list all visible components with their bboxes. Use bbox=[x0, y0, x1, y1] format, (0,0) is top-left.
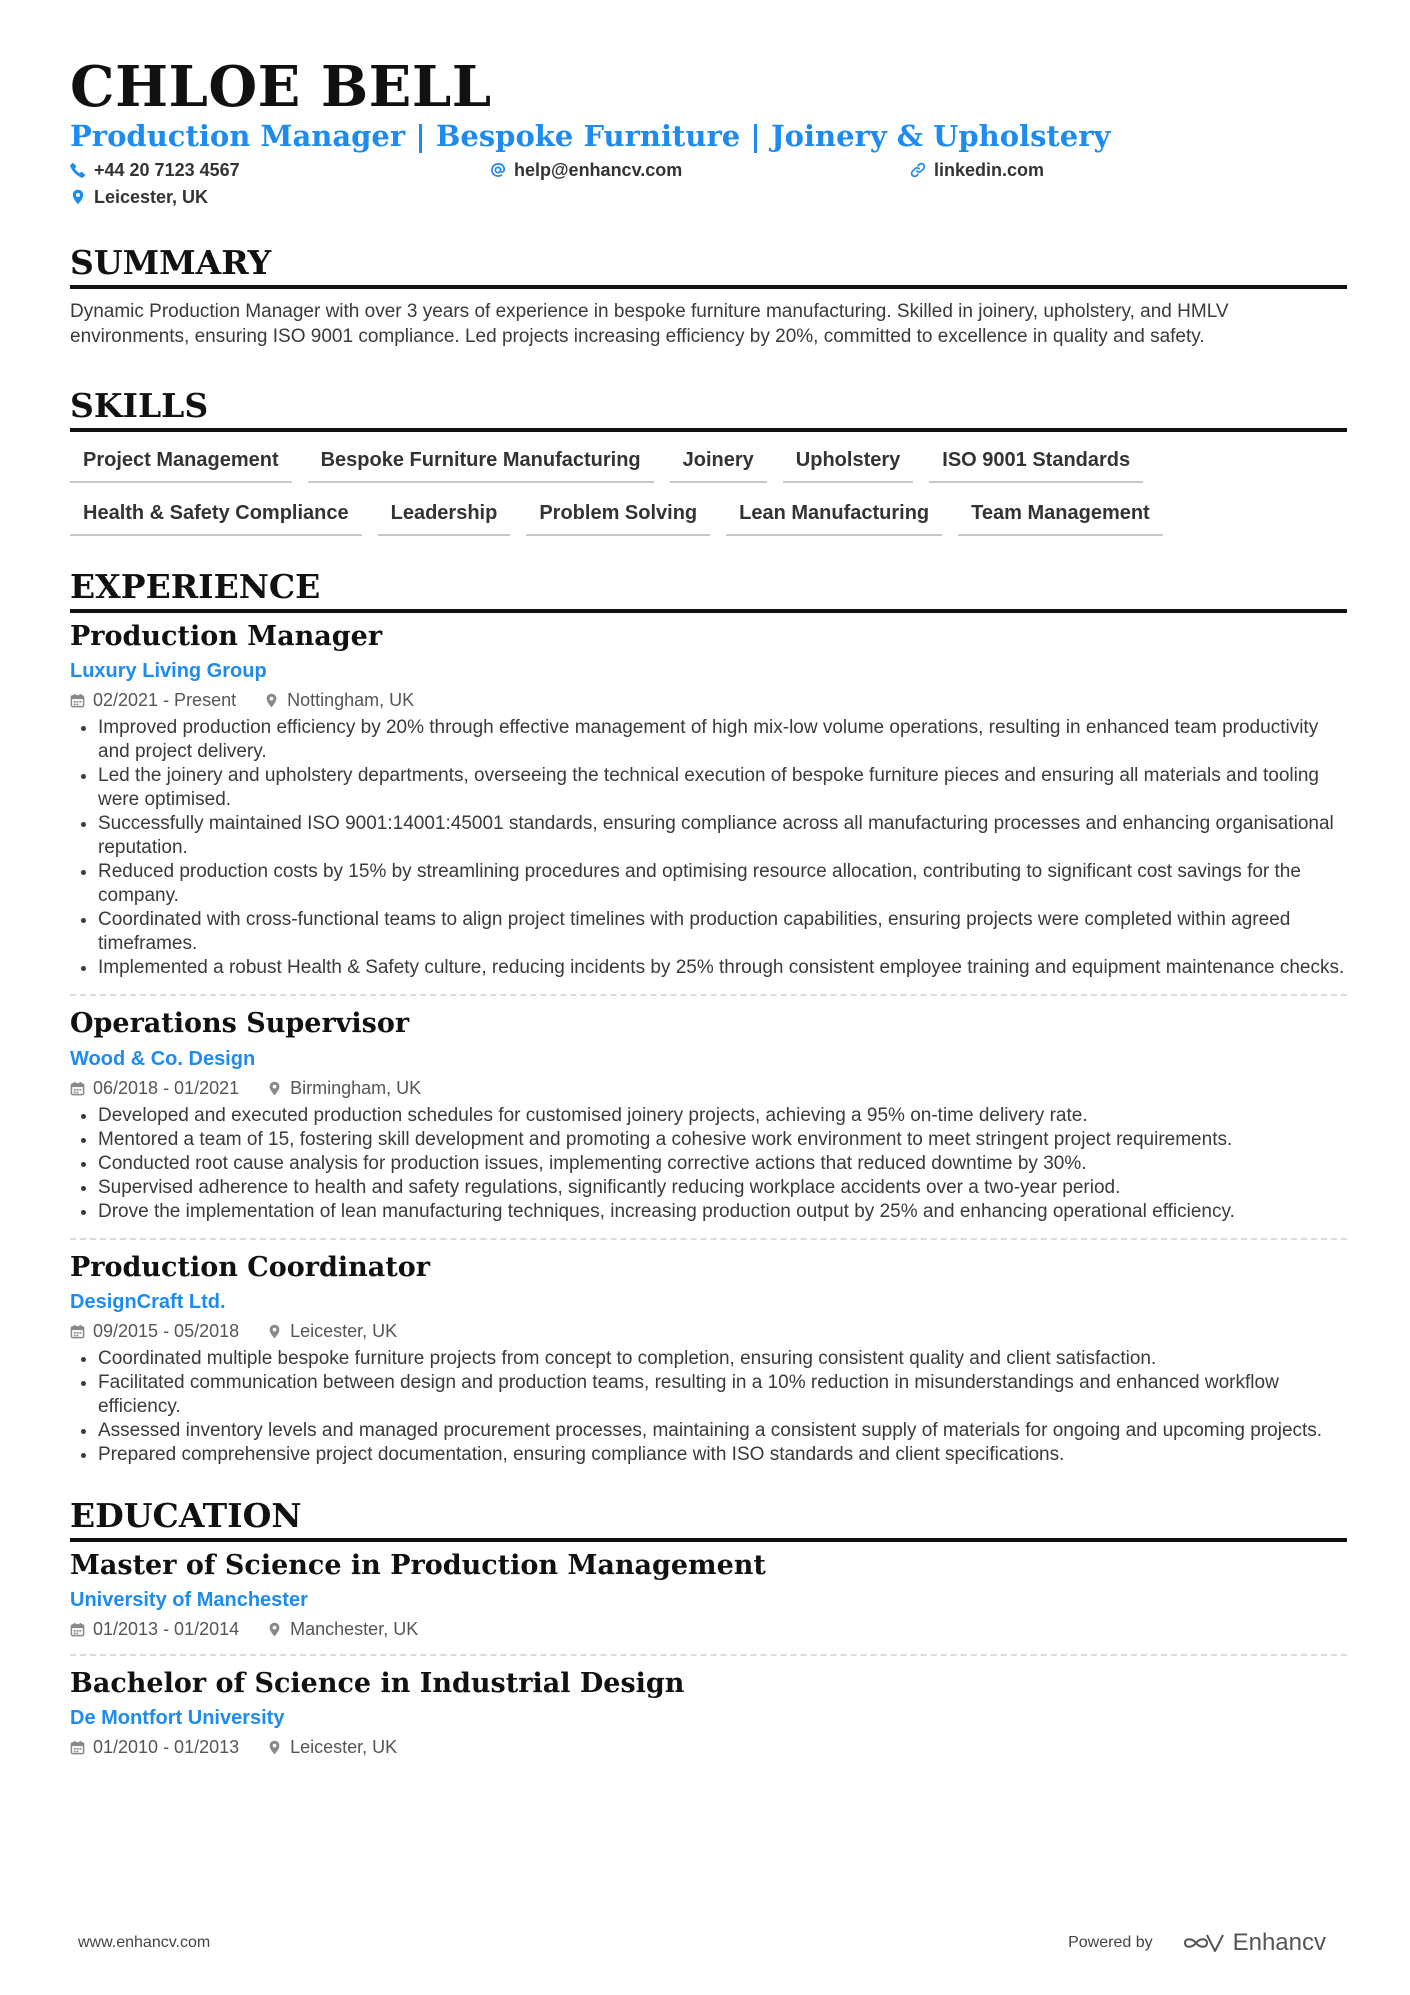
entry-dates: 01/2010 - 01/2013 bbox=[93, 1737, 240, 1758]
experience-title: EXPERIENCE bbox=[70, 566, 1347, 613]
entry-location-text: Nottingham, UK bbox=[287, 690, 415, 711]
entry-location-text: Leicester, UK bbox=[290, 1320, 398, 1341]
education-list bbox=[70, 1548, 1347, 1766]
summary-text: Dynamic Production Manager with over 3 years of experience in bespoke furniture manufacturing. Skilled in joinery, upholstery, and HMLV environments, ensuring ISO 9001 compliance. Led projects increasing efficiency by 20%, committed to excellence in quality and safety. bbox=[70, 300, 1229, 347]
company-name: Luxury Living Group bbox=[70, 660, 267, 683]
entry-meta bbox=[70, 690, 1347, 711]
skill-tag: Leadership bbox=[378, 497, 511, 536]
phone-icon bbox=[70, 162, 86, 178]
job-title: Operations Supervisor bbox=[70, 1008, 410, 1040]
skill-tag: Health & Safety Compliance bbox=[70, 497, 362, 536]
entry-location bbox=[267, 1321, 397, 1342]
calendar-icon bbox=[70, 693, 85, 708]
calendar-icon bbox=[70, 1324, 85, 1339]
entry-dates: 01/2013 - 01/2014 bbox=[93, 1618, 240, 1639]
education-entry bbox=[70, 1548, 1347, 1648]
job-bullet: • Conducted root cause analysis for production issues, implementing corrective actions that reduced downtime by 30%. bbox=[98, 1152, 1347, 1176]
enhancv-logo-icon bbox=[1181, 1931, 1225, 1955]
entry-meta bbox=[70, 1737, 1347, 1758]
job-bullet: • Led the joinery and upholstery departments, overseeing the technical execution of bespoke furniture pieces and ensuring all materials and tooling were optimised. bbox=[98, 764, 1347, 812]
job-title: Production Manager bbox=[70, 621, 383, 653]
calendar-icon bbox=[70, 1622, 85, 1637]
job-bullet: • Coordinated with cross-functional teams to align project timelines with production capabilities, ensuring projects were completed within agreed timeframes. bbox=[98, 908, 1347, 956]
job-bullet: • Implemented a robust Health & Safety culture, reducing incidents by 25% through consistent employee training and equipment maintenance checks. bbox=[98, 956, 1347, 980]
skills-section bbox=[70, 385, 1347, 550]
resume-page bbox=[70, 54, 1347, 1766]
education-section bbox=[70, 1495, 1347, 1766]
job-bullet: • Mentored a team of 15, fostering skill development and promoting a cohesive work environment to meet stringent project requirements. bbox=[98, 1128, 1347, 1152]
location-contact bbox=[70, 187, 490, 208]
email-contact[interactable] bbox=[490, 160, 910, 181]
summary-title: SUMMARY bbox=[70, 242, 1347, 289]
skill-tag: Lean Manufacturing bbox=[726, 497, 942, 536]
job-bullet: • Drove the implementation of lean manufacturing techniques, increasing production output by 25% and enhancing operational efficiency. bbox=[98, 1200, 1347, 1224]
company-name: Wood & Co. Design bbox=[70, 1047, 256, 1070]
job-bullet: • Improved production efficiency by 20% through effective management of high mix-low volume operations, resulting in enhanced team productivity and project delivery. bbox=[98, 716, 1347, 764]
skill-tag: Bespoke Furniture Manufacturing bbox=[308, 444, 654, 483]
map-pin-icon bbox=[267, 1622, 282, 1637]
calendar-icon bbox=[70, 1081, 85, 1096]
candidate-name: CHLOE BELL bbox=[70, 54, 492, 120]
powered-by-label: Powered by bbox=[1068, 1934, 1153, 1951]
brand-name: Enhancv bbox=[1232, 1929, 1326, 1956]
location-text: Leicester, UK bbox=[94, 186, 209, 207]
education-entry bbox=[70, 1666, 1347, 1766]
job-bullets bbox=[70, 1104, 1347, 1224]
job-bullets bbox=[70, 1347, 1347, 1467]
experience-list bbox=[70, 619, 1347, 1474]
entry-location bbox=[267, 1078, 421, 1099]
degree-title: Bachelor of Science in Industrial Design bbox=[70, 1667, 685, 1699]
map-pin-icon bbox=[264, 693, 279, 708]
job-bullet: • Developed and executed production schedules for customised joinery projects, achieving a 95% on-time delivery rate. bbox=[98, 1104, 1347, 1128]
powered-by bbox=[1068, 1929, 1326, 1957]
brand-logo[interactable] bbox=[1181, 1929, 1326, 1957]
link-icon bbox=[910, 162, 926, 178]
job-bullet: • Reduced production costs by 15% by streamlining procedures and optimising resource allocation, contributing to significant cost savings for the company. bbox=[98, 860, 1347, 908]
entry-meta bbox=[70, 1321, 1347, 1342]
headline: Production Manager | Bespoke Furniture | Joinery & Upholstery bbox=[70, 118, 1111, 153]
company-name: DesignCraft Ltd. bbox=[70, 1290, 226, 1313]
footer-url[interactable]: www.enhancv.com bbox=[78, 1934, 211, 1951]
job-entry bbox=[70, 619, 1347, 988]
phone-number: +44 20 7123 4567 bbox=[94, 159, 240, 180]
job-bullet: • Supervised adherence to health and safety regulations, significantly reducing workplace accidents over a two-year period. bbox=[98, 1176, 1347, 1200]
skill-tag: Upholstery bbox=[783, 444, 913, 483]
summary-section bbox=[70, 242, 1347, 349]
at-icon bbox=[490, 162, 506, 178]
skill-tag: Problem Solving bbox=[526, 497, 710, 536]
calendar-icon bbox=[70, 1740, 85, 1755]
job-entry bbox=[70, 1006, 1347, 1231]
entry-divider bbox=[70, 1654, 1347, 1656]
school-name: University of Manchester bbox=[70, 1588, 308, 1611]
map-pin-icon bbox=[267, 1740, 282, 1755]
job-bullet: • Facilitated communication between design and production teams, resulting in a 10% reduction in misunderstandings and enhanced workflow efficiency. bbox=[98, 1371, 1347, 1419]
skill-tag: ISO 9001 Standards bbox=[929, 444, 1143, 483]
job-entry bbox=[70, 1250, 1347, 1475]
entry-location bbox=[264, 690, 414, 711]
entry-dates: 06/2018 - 01/2021 bbox=[93, 1077, 240, 1098]
skills-title: SKILLS bbox=[70, 385, 1347, 432]
job-bullet: • Assessed inventory levels and managed procurement processes, maintaining a consistent supply of materials for ongoing and upcoming projects. bbox=[98, 1419, 1347, 1443]
school-name: De Montfort University bbox=[70, 1707, 285, 1730]
skill-tag: Project Management bbox=[70, 444, 292, 483]
skill-tag: Team Management bbox=[958, 497, 1163, 536]
job-bullets bbox=[70, 716, 1347, 980]
entry-meta bbox=[70, 1619, 1347, 1640]
job-bullet: • Successfully maintained ISO 9001:14001:45001 standards, ensuring compliance across all manufacturing processes and enhancing organisational reputation. bbox=[98, 812, 1347, 860]
entry-location-text: Leicester, UK bbox=[290, 1737, 398, 1758]
map-pin-icon bbox=[267, 1081, 282, 1096]
entry-dates: 02/2021 - Present bbox=[93, 690, 237, 711]
skills-list bbox=[70, 444, 1347, 550]
entry-meta bbox=[70, 1078, 1347, 1099]
entry-location bbox=[267, 1619, 418, 1640]
education-title: EDUCATION bbox=[70, 1495, 1347, 1542]
entry-divider bbox=[70, 994, 1347, 996]
entry-location bbox=[267, 1737, 397, 1758]
job-title: Production Coordinator bbox=[70, 1251, 430, 1283]
map-pin-icon bbox=[70, 189, 86, 205]
footer bbox=[78, 1929, 1326, 1957]
entry-location-text: Manchester, UK bbox=[290, 1618, 419, 1639]
email-address[interactable]: help@enhancv.com bbox=[514, 159, 683, 180]
entry-divider bbox=[70, 1238, 1347, 1240]
map-pin-icon bbox=[267, 1324, 282, 1339]
linkedin-link[interactable]: linkedin.com bbox=[934, 159, 1045, 180]
phone-contact bbox=[70, 160, 490, 181]
experience-section bbox=[70, 566, 1347, 1475]
job-bullet: • Coordinated multiple bespoke furniture projects from concept to completion, ensuring consistent quality and client satisfaction. bbox=[98, 1347, 1347, 1371]
linkedin-contact[interactable] bbox=[910, 160, 1330, 181]
entry-dates: 09/2015 - 05/2018 bbox=[93, 1320, 240, 1341]
degree-title: Master of Science in Production Management bbox=[70, 1549, 766, 1581]
contact-info bbox=[70, 160, 1347, 208]
entry-location-text: Birmingham, UK bbox=[290, 1077, 422, 1098]
job-bullet: • Prepared comprehensive project documentation, ensuring compliance with ISO standards and client specifications. bbox=[98, 1443, 1347, 1467]
skill-tag: Joinery bbox=[670, 444, 767, 483]
